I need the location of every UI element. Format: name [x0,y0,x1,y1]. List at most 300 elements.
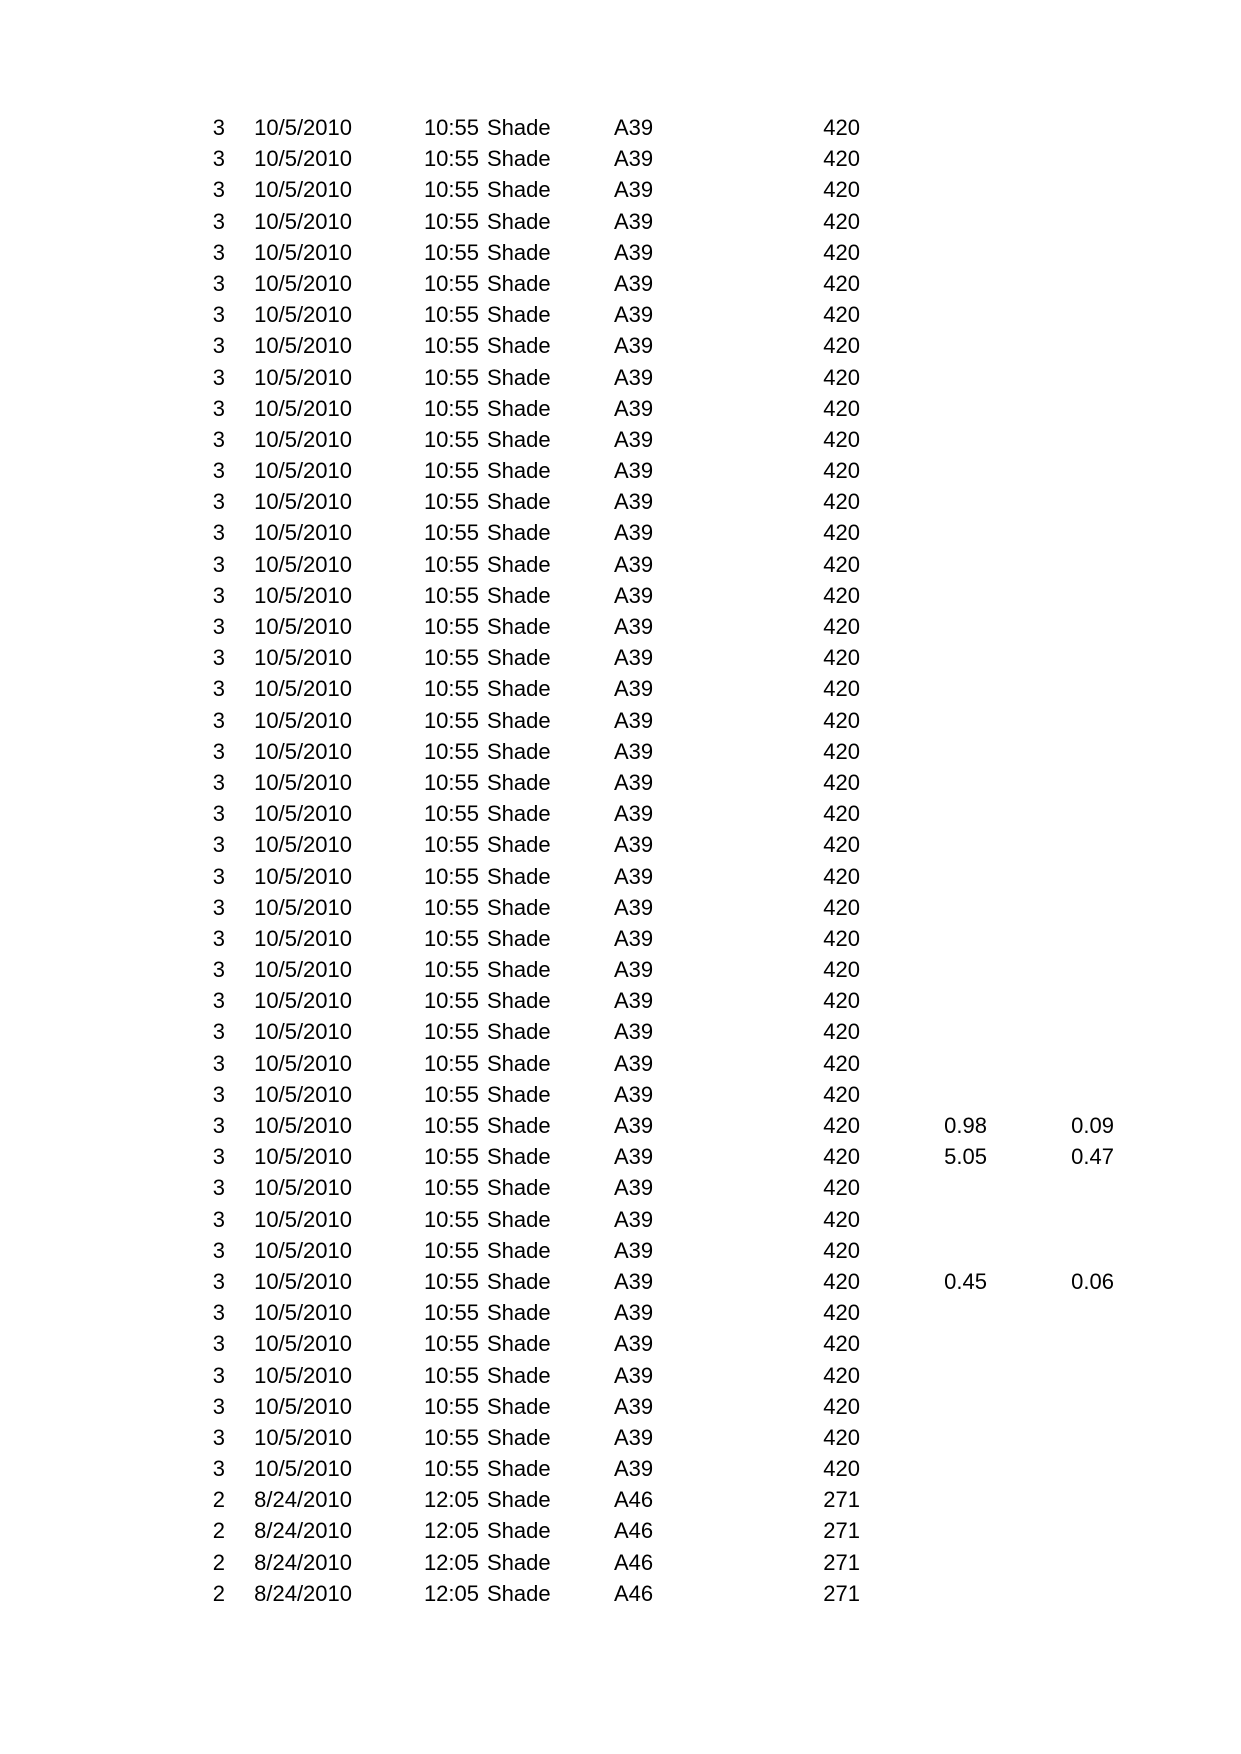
cell-count: 420 [823,1362,860,1388]
cell-value-1 [862,1484,989,1515]
cell-date: 10/5/2010 [254,239,352,265]
table-row [100,798,1116,829]
cell-value-2 [989,642,1116,673]
cell-date: 10/5/2010 [254,1331,352,1357]
cell-value-2 [989,954,1116,985]
cell-value-2 [989,611,1116,642]
cell-value-2 [989,455,1116,486]
cell-value-1 [862,985,989,1016]
cell-value-2 [989,1453,1116,1484]
cell-date: 10/5/2010 [254,707,352,733]
cell-condition: Shade [487,1424,551,1450]
table-row [100,1297,1116,1328]
cell-count: 420 [823,582,860,608]
cell-count: 420 [823,1237,860,1263]
cell-condition: Shade [487,582,551,608]
cell-record-id: 3 [212,1019,225,1045]
cell-count: 420 [823,1144,860,1170]
cell-record-id: 3 [212,270,225,296]
cell-site-code: A39 [614,1113,654,1138]
cell-time: 10:55 [423,270,479,296]
cell-value-1 [862,112,989,143]
cell-value-1 [862,642,989,673]
table-row [100,517,1116,548]
cell-record-id: 3 [212,832,225,858]
cell-time: 10:55 [423,426,479,452]
cell-value-1 [862,767,989,798]
cell-date: 10/5/2010 [254,177,352,203]
cell-site-code: A46 [614,1518,654,1544]
cell-condition: Shade [487,645,551,671]
cell-record-id: 3 [212,239,225,265]
cell-record-id: 3 [212,645,225,671]
cell-time: 10:55 [423,769,479,795]
cell-time: 10:55 [423,676,479,702]
cell-count: 420 [823,1081,860,1107]
cell-condition: Shade [487,894,551,920]
cell-condition: Shade [487,208,551,234]
cell-value-2 [989,549,1116,580]
table-row [100,112,1116,143]
cell-value-2 [989,1297,1116,1328]
cell-value-2 [989,1204,1116,1235]
cell-value-2: 0.47 [1071,1144,1114,1170]
cell-record-id: 3 [212,458,225,484]
cell-count: 420 [823,395,860,421]
cell-condition: Shade [487,988,551,1014]
cell-condition: Shade [487,239,551,265]
cell-record-id: 3 [212,1424,225,1450]
cell-count: 420 [823,208,860,234]
table-row [100,1578,1116,1609]
cell-value-1 [862,1578,989,1609]
table-row [100,1110,1116,1141]
cell-value-1 [862,705,989,736]
cell-date: 10/5/2010 [254,1300,352,1326]
cell-date: 10/5/2010 [254,832,352,858]
cell-site-code: A39 [614,957,654,983]
table-row [100,1204,1116,1235]
cell-condition: Shade [487,738,551,764]
cell-count: 271 [823,1487,860,1513]
cell-count: 420 [823,458,860,484]
cell-date: 10/5/2010 [254,489,352,515]
cell-record-id: 2 [212,1580,225,1606]
cell-date: 10/5/2010 [254,738,352,764]
cell-time: 10:55 [423,1113,479,1138]
cell-date: 10/5/2010 [254,1456,352,1482]
cell-value-2 [989,112,1116,143]
cell-date: 10/5/2010 [254,270,352,296]
cell-record-id: 3 [212,738,225,764]
cell-record-id: 3 [212,925,225,951]
cell-count: 420 [823,270,860,296]
table-row [100,1016,1116,1047]
table-row [100,299,1116,330]
cell-count: 420 [823,520,860,546]
cell-value-2 [989,1172,1116,1203]
cell-site-code: A39 [614,769,654,795]
cell-value-2 [989,330,1116,361]
cell-site-code: A39 [614,645,654,671]
cell-value-2 [989,1515,1116,1546]
table-row [100,642,1116,673]
cell-record-id: 3 [212,614,225,639]
cell-date: 10/5/2010 [254,1206,352,1232]
cell-count: 420 [823,1300,860,1326]
table-row [100,174,1116,205]
cell-time: 10:55 [423,1300,479,1326]
cell-site-code: A39 [614,146,654,172]
cell-count: 420 [823,146,860,172]
cell-record-id: 3 [212,1175,225,1201]
cell-date: 10/5/2010 [254,208,352,234]
cell-value-1: 5.05 [944,1144,987,1170]
cell-record-id: 3 [212,582,225,608]
cell-count: 420 [823,1050,860,1076]
cell-time: 12:05 [423,1518,479,1544]
cell-condition: Shade [487,801,551,827]
cell-site-code: A39 [614,1050,654,1076]
cell-date: 8/24/2010 [254,1518,352,1544]
cell-condition: Shade [487,676,551,702]
cell-value-2 [989,1016,1116,1047]
cell-time: 10:55 [423,458,479,484]
cell-count: 271 [823,1518,860,1544]
cell-count: 420 [823,333,860,359]
cell-date: 10/5/2010 [254,1019,352,1045]
cell-condition: Shade [487,426,551,452]
cell-site-code: A39 [614,988,654,1014]
table-row [100,580,1116,611]
cell-condition: Shade [487,458,551,484]
cell-record-id: 3 [212,208,225,234]
cell-count: 420 [823,1019,860,1045]
cell-value-1 [862,268,989,299]
cell-time: 12:05 [423,1580,479,1606]
cell-record-id: 3 [212,801,225,827]
cell-count: 420 [823,302,860,328]
cell-value-2 [989,486,1116,517]
cell-record-id: 3 [212,551,225,577]
cell-value-1 [862,299,989,330]
cell-time: 10:55 [423,1050,479,1076]
cell-time: 10:55 [423,1144,479,1170]
cell-time: 10:55 [423,146,479,172]
cell-site-code: A46 [614,1580,654,1606]
table-row [100,268,1116,299]
cell-record-id: 3 [212,115,225,140]
table-row [100,362,1116,393]
cell-count: 420 [823,1175,860,1201]
cell-value-1 [862,798,989,829]
cell-site-code: A39 [614,832,654,858]
cell-value-1 [862,1204,989,1235]
cell-site-code: A39 [614,614,654,639]
cell-value-2 [989,798,1116,829]
table-row [100,829,1116,860]
cell-value-1 [862,455,989,486]
cell-value-1 [862,580,989,611]
cell-value-2 [989,1422,1116,1453]
cell-count: 420 [823,177,860,203]
cell-count: 271 [823,1580,860,1606]
cell-value-1 [862,174,989,205]
cell-site-code: A39 [614,863,654,889]
cell-date: 10/5/2010 [254,1268,352,1294]
cell-condition: Shade [487,489,551,515]
cell-value-1 [862,1453,989,1484]
cell-value-1 [862,330,989,361]
cell-site-code: A39 [614,1237,654,1263]
cell-value-1 [862,1297,989,1328]
cell-condition: Shade [487,769,551,795]
cell-date: 8/24/2010 [254,1549,352,1575]
cell-value-2 [989,923,1116,954]
table-row [100,393,1116,424]
cell-count: 420 [823,957,860,983]
cell-site-code: A39 [614,364,654,390]
cell-time: 10:55 [423,832,479,858]
cell-time: 10:55 [423,863,479,889]
cell-time: 10:55 [423,925,479,951]
table-row [100,237,1116,268]
cell-value-1 [862,861,989,892]
cell-value-1 [862,486,989,517]
spreadsheet-table [100,112,1116,1609]
table-row [100,1360,1116,1391]
cell-date: 10/5/2010 [254,1050,352,1076]
cell-value-2 [989,424,1116,455]
table-row [100,1453,1116,1484]
cell-site-code: A39 [614,239,654,265]
cell-date: 10/5/2010 [254,302,352,328]
cell-site-code: A39 [614,1175,654,1201]
cell-value-2 [989,829,1116,860]
cell-value-1 [862,362,989,393]
cell-condition: Shade [487,832,551,858]
cell-count: 420 [823,426,860,452]
cell-date: 10/5/2010 [254,614,352,639]
cell-site-code: A39 [614,1300,654,1326]
cell-condition: Shade [487,1081,551,1107]
table-row [100,736,1116,767]
cell-value-1 [862,1016,989,1047]
cell-record-id: 3 [212,1456,225,1482]
cell-count: 420 [823,364,860,390]
cell-value-2 [989,1360,1116,1391]
cell-value-1: 0.45 [944,1268,987,1294]
cell-count: 420 [823,1268,860,1294]
cell-date: 10/5/2010 [254,426,352,452]
cell-value-1 [862,143,989,174]
cell-site-code: A46 [614,1487,654,1513]
cell-condition: Shade [487,957,551,983]
cell-value-1 [862,736,989,767]
cell-date: 10/5/2010 [254,1237,352,1263]
cell-time: 10:55 [423,1175,479,1201]
cell-count: 420 [823,676,860,702]
table-row [100,486,1116,517]
cell-count: 271 [823,1549,860,1575]
cell-site-code: A39 [614,582,654,608]
table-row [100,455,1116,486]
cell-time: 10:55 [423,957,479,983]
cell-time: 10:55 [423,364,479,390]
cell-count: 420 [823,1456,860,1482]
cell-record-id: 3 [212,146,225,172]
cell-date: 10/5/2010 [254,395,352,421]
cell-value-1 [862,1235,989,1266]
cell-date: 10/5/2010 [254,1144,352,1170]
table-row [100,1235,1116,1266]
cell-site-code: A39 [614,1424,654,1450]
cell-condition: Shade [487,925,551,951]
table-row [100,985,1116,1016]
table-row [100,1266,1116,1297]
cell-record-id: 3 [212,1113,225,1138]
cell-count: 420 [823,1206,860,1232]
cell-value-1 [862,923,989,954]
cell-condition: Shade [487,1300,551,1326]
table-row [100,861,1116,892]
cell-site-code: A39 [614,270,654,296]
cell-condition: Shade [487,1549,551,1575]
cell-count: 420 [823,738,860,764]
cell-site-code: A39 [614,520,654,546]
table-row [100,143,1116,174]
cell-value-2: 0.06 [1071,1268,1114,1294]
cell-value-1 [862,892,989,923]
table-row [100,1484,1116,1515]
cell-site-code: A39 [614,458,654,484]
cell-value-2 [989,767,1116,798]
cell-condition: Shade [487,1268,551,1294]
cell-record-id: 3 [212,1081,225,1107]
cell-count: 420 [823,832,860,858]
cell-date: 10/5/2010 [254,1113,352,1138]
cell-site-code: A39 [614,489,654,515]
cell-value-2 [989,580,1116,611]
cell-time: 10:55 [423,801,479,827]
cell-value-1 [862,1328,989,1359]
cell-value-1 [862,1422,989,1453]
cell-site-code: A39 [614,426,654,452]
cell-condition: Shade [487,520,551,546]
cell-record-id: 3 [212,520,225,546]
cell-condition: Shade [487,1237,551,1263]
cell-date: 10/5/2010 [254,364,352,390]
cell-count: 420 [823,645,860,671]
cell-time: 10:55 [423,1331,479,1357]
cell-site-code: A39 [614,1206,654,1232]
cell-value-2 [989,736,1116,767]
cell-site-code: A39 [614,1456,654,1482]
cell-value-1: 0.98 [944,1113,987,1138]
cell-site-code: A46 [614,1549,654,1575]
cell-site-code: A39 [614,801,654,827]
cell-date: 10/5/2010 [254,582,352,608]
cell-value-1 [862,517,989,548]
cell-value-1 [862,549,989,580]
cell-record-id: 3 [212,1237,225,1263]
cell-time: 10:55 [423,738,479,764]
table-row [100,424,1116,455]
cell-condition: Shade [487,364,551,390]
cell-site-code: A39 [614,676,654,702]
cell-record-id: 3 [212,1393,225,1419]
cell-value-1 [862,1391,989,1422]
table-row [100,954,1116,985]
cell-condition: Shade [487,1019,551,1045]
cell-record-id: 3 [212,1144,225,1170]
cell-time: 12:05 [423,1487,479,1513]
cell-site-code: A39 [614,208,654,234]
cell-condition: Shade [487,270,551,296]
cell-count: 420 [823,1424,860,1450]
cell-count: 420 [823,925,860,951]
cell-time: 10:55 [423,988,479,1014]
cell-value-2 [989,362,1116,393]
cell-count: 420 [823,769,860,795]
cell-date: 10/5/2010 [254,1393,352,1419]
cell-record-id: 3 [212,489,225,515]
cell-condition: Shade [487,1331,551,1357]
cell-value-2 [989,673,1116,704]
cell-condition: Shade [487,1175,551,1201]
table-row [100,611,1116,642]
cell-time: 10:55 [423,1424,479,1450]
cell-site-code: A39 [614,333,654,359]
table-row [100,923,1116,954]
cell-site-code: A39 [614,302,654,328]
cell-condition: Shade [487,1113,551,1138]
cell-date: 10/5/2010 [254,1175,352,1201]
cell-site-code: A39 [614,894,654,920]
cell-date: 10/5/2010 [254,894,352,920]
cell-time: 10:55 [423,582,479,608]
cell-value-1 [862,1079,989,1110]
cell-condition: Shade [487,146,551,172]
cell-count: 420 [823,115,860,140]
cell-time: 10:55 [423,1393,479,1419]
cell-site-code: A39 [614,115,654,140]
table-row [100,1547,1116,1578]
cell-site-code: A39 [614,1019,654,1045]
cell-value-2 [989,1079,1116,1110]
cell-count: 420 [823,863,860,889]
cell-value-1 [862,954,989,985]
cell-record-id: 3 [212,333,225,359]
cell-count: 420 [823,551,860,577]
table-row [100,206,1116,237]
table-row [100,549,1116,580]
table-row [100,1328,1116,1359]
cell-record-id: 3 [212,894,225,920]
cell-record-id: 3 [212,177,225,203]
cell-condition: Shade [487,1144,551,1170]
cell-record-id: 2 [212,1487,225,1513]
table-row [100,892,1116,923]
cell-value-2 [989,1547,1116,1578]
cell-value-2 [989,299,1116,330]
cell-time: 10:55 [423,177,479,203]
cell-value-2 [989,206,1116,237]
cell-value-2 [989,174,1116,205]
cell-time: 10:55 [423,1206,479,1232]
cell-count: 420 [823,1393,860,1419]
cell-date: 10/5/2010 [254,988,352,1014]
